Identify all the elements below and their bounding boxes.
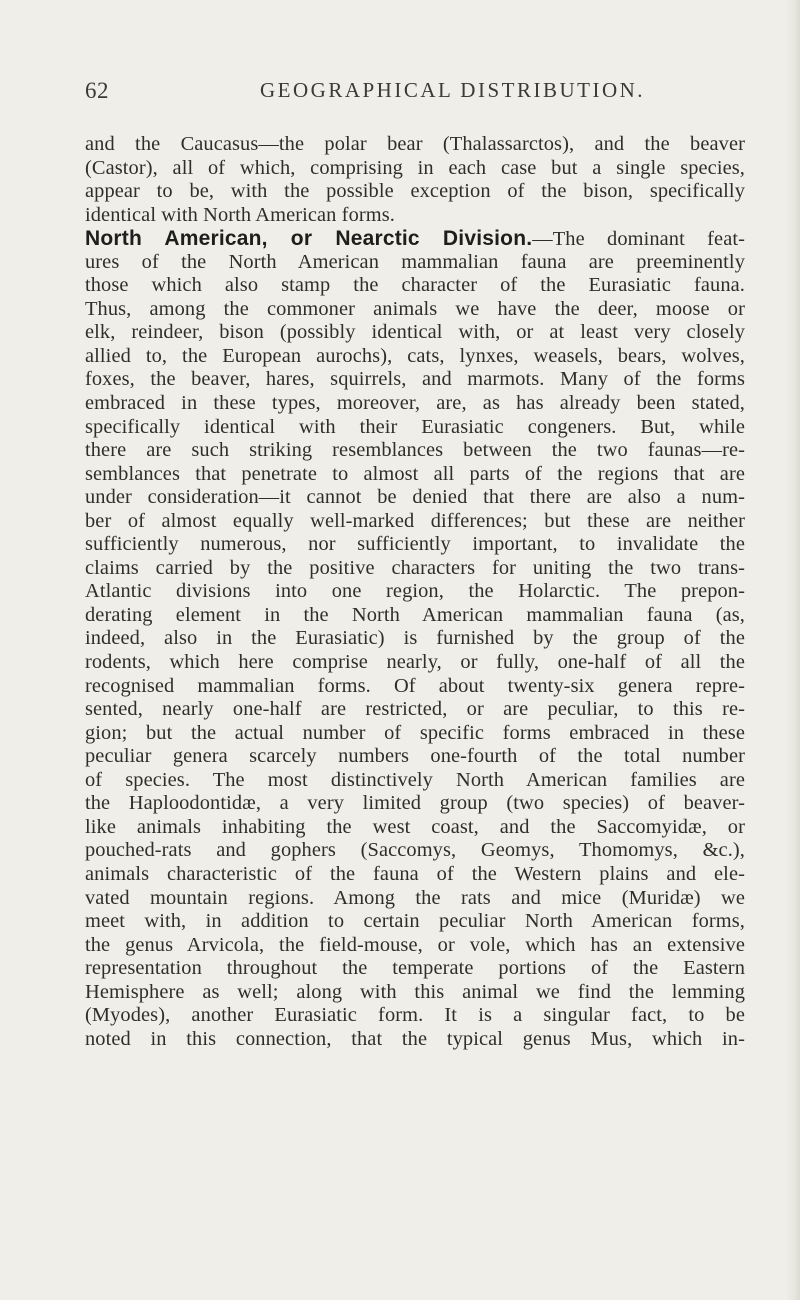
text-line: sented, nearly one-half are restricted, or are peculiar, to this re- — [85, 698, 745, 721]
text-line: peculiar genera scarcely numbers one-fourth of the total number — [85, 745, 745, 768]
section-first-line-rest: —The dominant feat- — [532, 228, 746, 251]
text-line: rodents, which here comprise nearly, or fully, one-half of all the — [85, 651, 745, 674]
text-line: sufficiently numerous, nor sufficiently important, to invalidate the — [85, 533, 745, 556]
page-edge-shadow — [786, 0, 800, 1300]
text-line: allied to, the European aurochs), cats, lynxes, weasels, bears, wolves, — [85, 344, 745, 367]
text-line: semblances that penetrate to almost all parts of the regions that are — [85, 462, 745, 485]
paragraph-1 — [85, 133, 745, 227]
text-line: recognised mammalian forms. Of about twenty-six genera repre- — [85, 674, 745, 697]
text-line: under consideration—it cannot be denied that there are also a num- — [85, 486, 745, 509]
text-line: vated mountain regions. Among the rats and mice (Muridæ) we — [85, 886, 745, 909]
text-line: derating element in the North American mammalian fauna (as, — [85, 603, 745, 626]
text-line: ber of almost equally well-marked differences; but these are neither — [85, 509, 745, 532]
text-line: appear to be, with the possible exception of the bison, specifically — [85, 180, 745, 203]
text-line: and the Caucasus—the polar bear (Thalassarctos), and the beaver — [85, 133, 745, 155]
text-line: representation throughout the temperate portions of the Eastern — [85, 957, 745, 980]
text-line: there are such striking resemblances between the two faunas—re- — [85, 439, 745, 462]
text-line: of species. The most distinctively North American families are — [85, 768, 745, 791]
text-line: those which also stamp the character of the Eurasiatic fauna. — [85, 274, 745, 297]
text-line: noted in this connection, that the typical genus Mus, which in- — [85, 1027, 745, 1050]
text-line: the Haploodontidæ, a very limited group (two species) of beaver- — [85, 792, 745, 815]
text-line: claims carried by the positive characters for uniting the two trans- — [85, 556, 745, 579]
section-heading: North American, or Nearctic Division. — [85, 227, 533, 251]
text-line: (Myodes), another Eurasiatic form. It is a singular fact, to be — [85, 1004, 745, 1027]
text-line: elk, reindeer, bison (possibly identical with, or at least very closely — [85, 321, 745, 344]
page-number: 62 — [85, 78, 109, 103]
text-line: pouched-rats and gophers (Saccomys, Geomys, Thomomys, &c.), — [85, 839, 745, 862]
text-line: the genus Arvicola, the field-mouse, or vole, which has an extensive — [85, 933, 745, 956]
text-line: gion; but the actual number of specific forms embraced in these — [85, 721, 745, 744]
text-line: ures of the North American mammalian fauna are preeminently — [85, 250, 745, 273]
text-line: Atlantic divisions into one region, the Holarctic. The prepon- — [85, 580, 745, 603]
text-line: Thus, among the commoner animals we have the deer, moose or — [85, 297, 745, 320]
text-line: Hemisphere as well; along with this animal we find the lemming — [85, 980, 745, 1003]
page-header — [85, 78, 725, 108]
paragraph-2 — [85, 227, 745, 1051]
text-line: animals characteristic of the fauna of the Western plains and ele- — [85, 862, 745, 885]
section-first-line — [85, 227, 745, 251]
text-line: identical with North American forms. — [85, 203, 395, 226]
running-head: GEOGRAPHICAL DISTRIBUTION. — [260, 78, 646, 102]
text-line: indeed, also in the Eurasiatic) is furnished by the group of the — [85, 627, 745, 650]
text-line: meet with, in addition to certain peculiar North American forms, — [85, 910, 745, 933]
text-line: embraced in these types, moreover, are, as has already been stated, — [85, 392, 745, 415]
text-line: like animals inhabiting the west coast, and the Saccomyidæ, or — [85, 815, 745, 838]
text-line: (Castor), all of which, comprising in each case but a single species, — [85, 156, 745, 179]
text-line: specifically identical with their Eurasiatic congeners. But, while — [85, 415, 745, 438]
text-line: foxes, the beaver, hares, squirrels, and marmots. Many of the forms — [85, 368, 745, 391]
body-text — [85, 133, 745, 1051]
